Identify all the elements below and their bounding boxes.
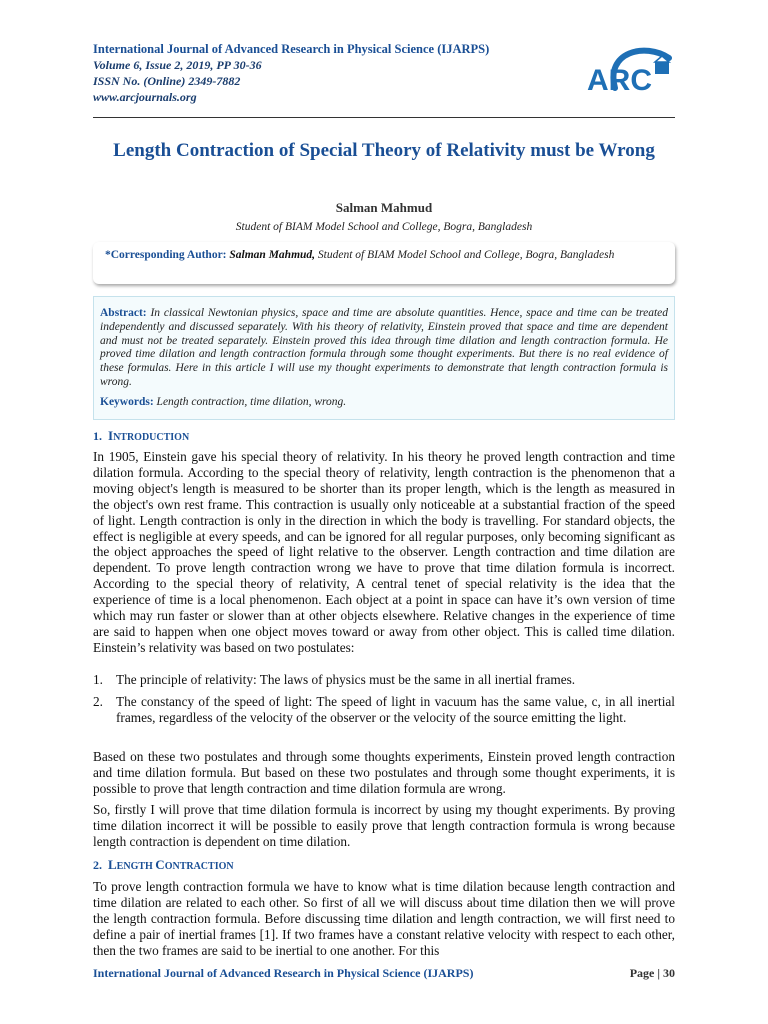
introduction-paragraph-2: Based on these two postulates and through some thoughts experiments, Einstein proved length contraction and time dilation formula. But based on these two postulates and through some thought experiments, it is possible to prove that length contraction and time dilation formula are wrong.: [93, 749, 675, 796]
length-contraction-paragraph-1: To prove length contraction formula we have to know what is time dilation because length contraction and time dilation are related to each other. So first of all we will discuss about time dilation then we will prove the length contraction formula. Before discussing time dilation and length contraction, we will first need to define a pair of inertial frames [1]. If two frames have a constant relative velocity with respect to each other, then the two frames are said to be inertial to one another. For this: [93, 879, 675, 958]
section-heading-length-contraction: 2. LENGTH CONTRACTION: [93, 857, 234, 872]
volume-line: Volume 6, Issue 2, 2019, PP 30-36: [93, 58, 262, 72]
introduction-paragraph-1: In 1905, Einstein gave his special theory of relativity. In his theory he proved length contraction and time dilation formula. According to the special theory of relativity, length contraction is the phenomenon that a moving object's length is measured to be shorter than its proper length, which is the length as measured in the object's own rest frame. This contraction is usually only noticeable at a substantial fraction of the speed of light. Length contraction is only in the direction in which the body is travelling. For standard objects, the effect is negligible at every speeds, and can be ignored for all regular purposes, only becoming significant as the object approaches the speed of light relative to the observer. Length contraction and time dilation are dependent. To prove length contraction wrong we have to prove that time dilation formula is incorrect. According to the special theory of relativity, A central tenet of special relativity is the idea that the experience of time is a local phenomenon. Each object at a point in space can have it’s own version of time which may run faster or slower than at other objects elsewhere. Relative changes in the experience of time are said to happen when one object moves toward or away from other object. This is called time dilation. Einstein’s relativity was based on two postulates:: [93, 449, 675, 655]
website-link[interactable]: www.arcjournals.org: [93, 90, 197, 104]
logo-text: ARC: [587, 64, 652, 94]
corresponding-label: *Corresponding Author:: [105, 249, 227, 261]
keywords-label: Keywords:: [100, 395, 154, 408]
list-item: 1. The principle of relativity: The laws of physics must be the same in all inertial frames.: [93, 672, 576, 687]
corresponding-name: Salman Mahmud,: [229, 249, 316, 261]
footer-journal: International Journal of Advanced Research in Physical Science (IJARPS): [93, 966, 474, 980]
journal-title: International Journal of Advanced Research in Physical Science (IJARPS): [93, 42, 490, 56]
corresponding-details: Student of BIAM Model School and College, Bogra, Bangladesh: [317, 249, 615, 261]
postulates-list: [93, 672, 675, 726]
author-affiliation: Student of BIAM Model School and College, Bogra, Bangladesh: [235, 221, 533, 233]
page-footer: [93, 966, 675, 981]
introduction-paragraph-3: So, firstly I will prove that time dilation formula is incorrect by using my thought experiments. By proving time dilation incorrect it will be possible to easily prove that length contraction formula is wrong because length contraction is dependent on time dilation.: [93, 802, 675, 849]
section-heading-introduction: 1. INTRODUCTION: [93, 428, 190, 443]
arc-logo: [585, 44, 677, 94]
list-item: 2. The constancy of the speed of light: The speed of light in vacuum has the same value, c, in all inertial frames, regardless of the velocity of the observer or the velocity of the source emitting the light.: [93, 693, 675, 725]
header-divider: [93, 117, 675, 118]
page-number: Page | 30: [629, 966, 675, 980]
abstract-text: In classical Newtonian physics, space and time are absolute quantities. Hence, space and time can be treated independently and discussed separately. With his theory of relativity, Einstein proved that space and time are dependent and must not be treated separately. Einstein proved this idea through time dilation and length contraction formula. He proved time dilation and length contraction formula through some thought experiments. But there is no real evidence of these formulas. Here in this article I will use my thought experiments to demonstrate that length contraction formula is wrong.: [100, 307, 669, 388]
keywords-text: Length contraction, time dilation, wrong.: [156, 395, 347, 408]
corresponding-author-box: [93, 242, 675, 284]
author-name: Salman Mahmud: [335, 200, 433, 215]
abstract-box: [93, 296, 675, 420]
issn-line: ISSN No. (Online) 2349-7882: [93, 74, 241, 88]
abstract-label: Abstract:: [100, 307, 147, 319]
paper-title: Length Contraction of Special Theory of Relativity must be Wrong: [113, 140, 655, 161]
